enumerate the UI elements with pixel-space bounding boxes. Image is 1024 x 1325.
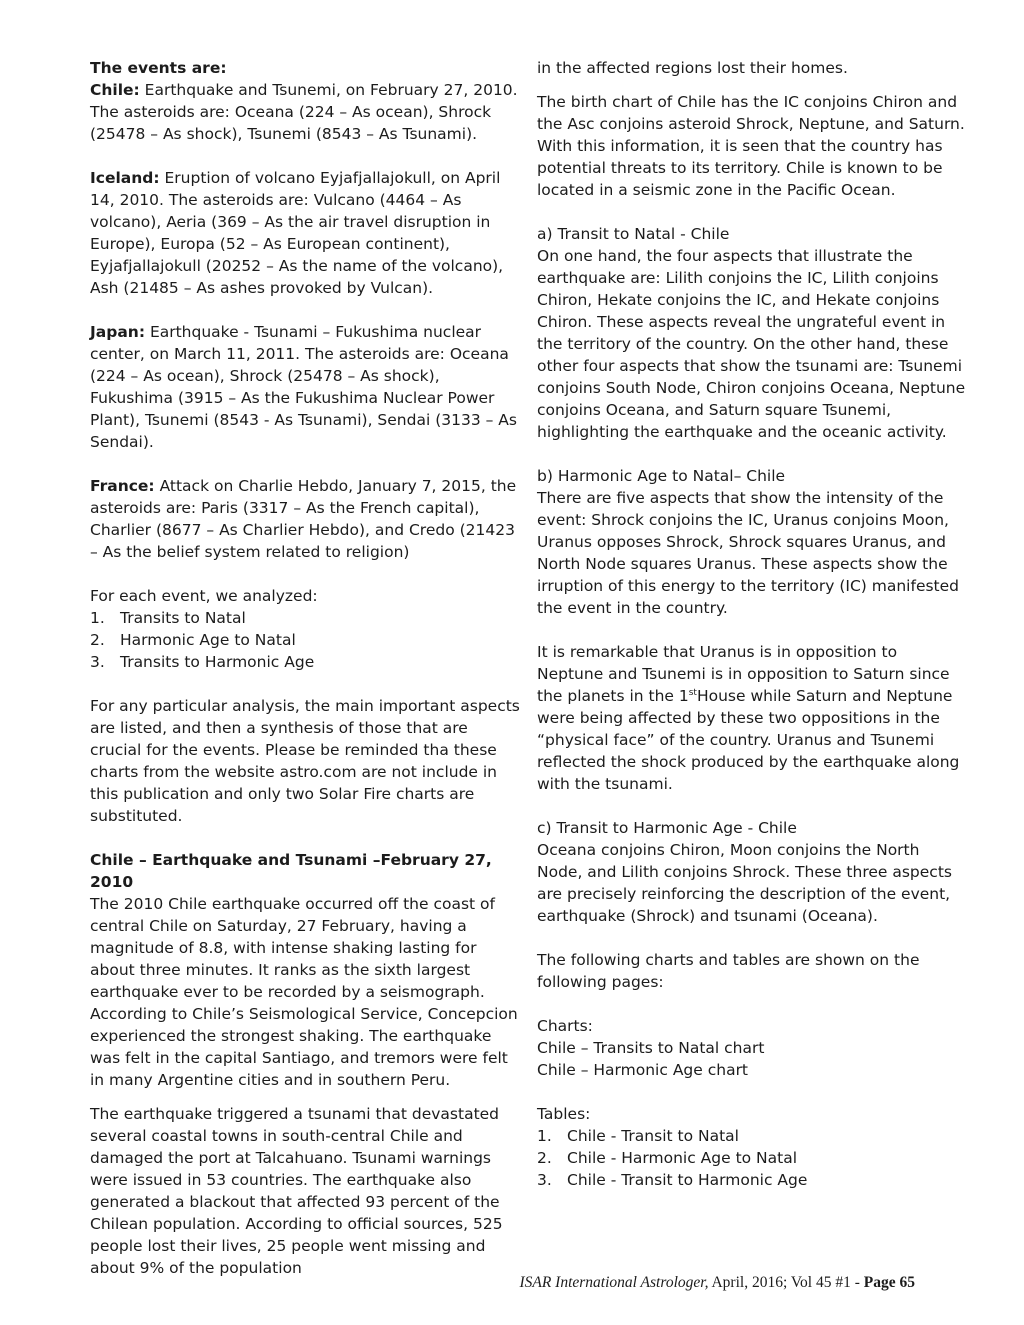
list-number: 1. — [537, 1127, 552, 1145]
chile-event-text: Earthquake and Tsunemi, on February 27, 2010. The asteroids are: Oceana (224 – As ocean), Shrock (25478 – As shock), Tsunemi (8543 – As Tsunami). — [90, 81, 518, 143]
list-number: 3. — [537, 1171, 552, 1189]
section-b-paragraph: There are five aspects that show the intensity of the event: Shrock conjoins the IC, Uranus conjoins Moon, Uranus opposes Shrock, Shrock squares Uranus, and North Node squares Uranus. These aspects show the irruption of this energy to the territory (IC) manifested the event in the country. — [537, 489, 960, 617]
section-a-heading: a) Transit to Natal - Chile — [537, 225, 730, 243]
iceland-label: Iceland: — [90, 169, 160, 187]
page-number: Page 65 — [863, 1274, 915, 1291]
japan-event — [90, 321, 520, 453]
list-item — [537, 1169, 967, 1191]
issue-info: April, 2016; Vol 45 #1 - — [708, 1274, 864, 1291]
japan-event-text: Earthquake - Tsunami – Fukushima nuclear center, on March 11, 2011. The asteroids are: Oceana (224 – As ocean), Shrock (25478 – As shock), Fukushima (3915 – As the Fukushima Nuclear Power Plant), Tsunemi (8543 - As Tsunami), Sendai (3133 – As Sendai). — [90, 323, 517, 451]
analyzed-intro: For each event, we analyzed: — [90, 587, 318, 605]
charts-item: Chile – Transits to Natal chart — [537, 1039, 765, 1057]
section-c-heading: c) Transit to Harmonic Age - Chile — [537, 819, 797, 837]
analyzed-list — [90, 607, 520, 673]
list-item — [537, 1147, 967, 1169]
charts-item: Chile – Harmonic Age chart — [537, 1061, 749, 1079]
ordinal-superscript: st — [688, 687, 697, 698]
chile-label: Chile: — [90, 81, 140, 99]
list-text: Transits to Harmonic Age — [120, 653, 315, 671]
following-paragraph: The following charts and tables are shown on the following pages: — [537, 951, 920, 991]
publication-name: ISAR International Astrologer, — [519, 1274, 709, 1291]
section-c-paragraph: Oceana conjoins Chiron, Moon conjoins the North Node, and Lilith conjoins Shrock. These three aspects are precisely reinforcing the description of the event, earthquake (Shrock) and tsunami (Oceana). — [537, 841, 952, 925]
list-number: 2. — [537, 1149, 552, 1167]
page-footer — [519, 1274, 915, 1292]
section-b-heading: b) Harmonic Age to Natal– Chile — [537, 467, 786, 485]
analysis-paragraph: For any particular analysis, the main important aspects are listed, and then a synthesis of those that are crucial for the events. Please be reminded tha these charts from the website astro.com are not include in this publication and only two Solar Fire charts are substituted. — [90, 697, 520, 825]
chile-section-heading: Chile – Earthquake and Tsunami –February 27, 2010 — [90, 851, 492, 891]
list-text: Harmonic Age to Natal — [120, 631, 296, 649]
birth-chart-paragraph: The birth chart of Chile has the IC conjoins Chiron and the Asc conjoins asteroid Shrock, Neptune, and Saturn. With this information, it is seen that the country has potential threats to its territory. Chile is known to be located in a seismic zone in the Pacific Ocean. — [537, 93, 965, 199]
continued-paragraph: in the affected regions lost their homes. — [537, 59, 848, 77]
section-a-paragraph: On one hand, the four aspects that illustrate the earthquake are: Lilith conjoins the IC, Lilith conjoins Chiron, Hekate conjoins the IC, and Hekate conjoins Chiron. These aspects reveal the ungrateful event in the territory of the country. On the other hand, these other four aspects that show the tsunami are: Tsunemi conjoins South Node, Chiron conjoins Oceana, Neptune conjoins Oceana, and Saturn square Tsunemi, highlighting the earthquake and the oceanic activity. — [537, 247, 966, 441]
chile-paragraph-2: The earthquake triggered a tsunami that devastated several coastal towns in south-central Chile and damaged the port at Talcahuano. Tsunami warnings were issued in 53 countries. The earthquake also generated a blackout that affected 93 percent of the Chilean population. According to official sources, 525 people lost their lives, 25 people went missing and about 9% of the population — [90, 1105, 503, 1277]
list-text: Chile - Harmonic Age to Natal — [567, 1149, 798, 1167]
list-text: Transits to Natal — [120, 609, 246, 627]
remark-text-end: House while Saturn and Neptune were being affected by these two oppositions in the “physical face” of the country. Uranus and Tsunemi reflected the shock produced by the earthquake along with the tsunami. — [537, 687, 960, 793]
tables-list — [537, 1125, 967, 1191]
events-heading: The events are: — [90, 59, 227, 77]
france-event-text: Attack on Charlie Hebdo, January 7, 2015, the asteroids are: Paris (3317 – As the French capital), Charlier (8677 – As Charlier Hebdo), and Credo (21423 – As the belief system related to religion) — [90, 477, 517, 561]
iceland-event-text: Eruption of volcano Eyjafjallajokull, on April 14, 2010. The asteroids are: Vulcano (4464 – As volcano), Aeria (369 – As the air travel disruption in Europe), Europa (52 – As European continent), Eyjafjallajokull (20252 – As the name of the volcano), Ash (21485 – As ashes provoked by Vulcan). — [90, 169, 504, 297]
remark-text-start: It is remarkable that Uranus is in opposition to Neptune and Tsunemi is in opposition to Saturn since the planets in the 1 — [537, 643, 950, 705]
chile-event — [90, 79, 520, 145]
list-item — [90, 607, 520, 629]
remark-paragraph — [537, 641, 967, 795]
list-text: Chile - Transit to Natal — [567, 1127, 739, 1145]
left-column — [90, 57, 520, 1279]
list-number: 3. — [90, 653, 105, 671]
right-column — [537, 57, 967, 1191]
list-number: 2. — [90, 631, 105, 649]
iceland-event — [90, 167, 520, 299]
tables-label: Tables: — [537, 1105, 591, 1123]
chile-paragraph-1: The 2010 Chile earthquake occurred off the coast of central Chile on Saturday, 27 February, having a magnitude of 8.8, with intense shaking lasting for about three minutes. It ranks as the sixth largest earthquake ever to be recorded by a seismograph. According to Chile’s Seismological Service, Concepcion experienced the strongest shaking. The earthquake was felt in the capital Santiago, and tremors were felt in many Argentine cities and in southern Peru. — [90, 895, 518, 1089]
list-item — [537, 1125, 967, 1147]
list-item — [90, 629, 520, 651]
france-event — [90, 475, 520, 563]
charts-label: Charts: — [537, 1017, 593, 1035]
list-number: 1. — [90, 609, 105, 627]
list-item — [90, 651, 520, 673]
list-text: Chile - Transit to Harmonic Age — [567, 1171, 808, 1189]
japan-label: Japan: — [90, 323, 146, 341]
france-label: France: — [90, 477, 155, 495]
